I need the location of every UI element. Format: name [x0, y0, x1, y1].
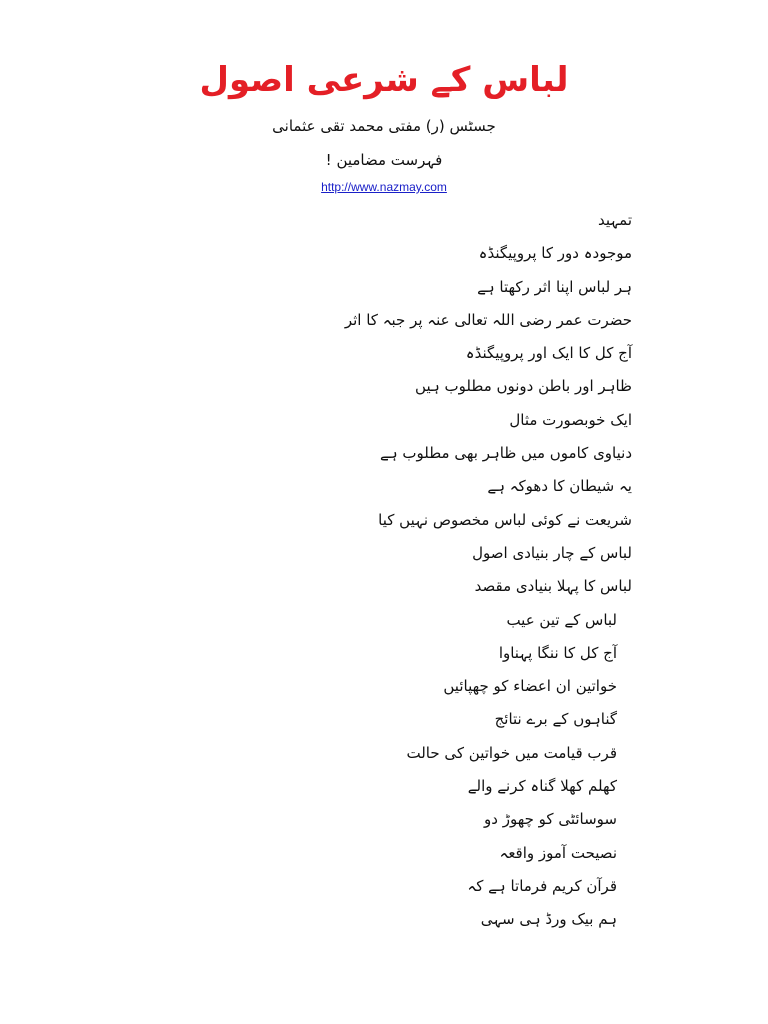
toc-item[interactable]: آج کل کا ننگا پہناوا: [498, 643, 617, 662]
toc-item[interactable]: قرب قیامت میں خواتین کی حالت: [406, 743, 617, 762]
toc-item[interactable]: ہر لباس اپنا اثر رکھتا ہے: [477, 277, 632, 296]
toc-item[interactable]: حضرت عمر رضی اللہ تعالی عنہ پر جبہ کا اثر: [344, 310, 632, 329]
toc-item[interactable]: لباس کا پہلا بنیادی مقصد: [474, 577, 632, 596]
toc-item[interactable]: آج کل کا ایک اور پروپیگنڈہ: [465, 344, 632, 363]
toc-item[interactable]: نصیحت آموز واقعہ: [499, 843, 617, 862]
toc-item[interactable]: ظاہر اور باطن دونوں مطلوب ہیں: [415, 377, 632, 396]
toc-item[interactable]: ہم بیک ورڈ ہی سہی: [480, 910, 617, 929]
table-of-contents: [292, 204, 632, 937]
toc-item[interactable]: تمہید: [597, 211, 632, 229]
toc-item[interactable]: موجودہ دور کا پروپیگنڈہ: [478, 244, 632, 263]
toc-item[interactable]: کھلم کھلا گناہ کرنے والے: [467, 777, 617, 796]
toc-item[interactable]: سوسائٹی کو چھوڑ دو: [484, 810, 617, 829]
toc-item[interactable]: لباس کے چار بنیادی اصول: [472, 543, 632, 562]
website-link-container: [0, 178, 768, 196]
contents-heading: فہرست مضامین !: [325, 151, 443, 169]
toc-item[interactable]: قرآن کریم فرماتا ہے کہ: [467, 876, 617, 895]
author-line: جسٹس (ر) مفتی محمد تقی عثمانی: [272, 117, 496, 135]
toc-item[interactable]: لباس کے تین عیب: [506, 610, 617, 629]
page-title: لباس کے شرعی اصول: [199, 60, 569, 100]
toc-item[interactable]: گناہوں کے برے نتائج: [494, 710, 617, 729]
toc-item[interactable]: خواتین ان اعضاء کو چھپائیں: [443, 677, 617, 696]
toc-item[interactable]: شریعت نے کوئی لباس مخصوص نہیں کیا: [378, 510, 632, 529]
website-link[interactable]: http://www.nazmay.com: [321, 180, 447, 194]
toc-item[interactable]: یہ شیطان کا دھوکہ ہے: [487, 477, 632, 496]
toc-item[interactable]: دنیاوی کاموں میں ظاہر بھی مطلوب ہے: [380, 444, 632, 463]
toc-item[interactable]: ایک خوبصورت مثال: [509, 410, 632, 429]
